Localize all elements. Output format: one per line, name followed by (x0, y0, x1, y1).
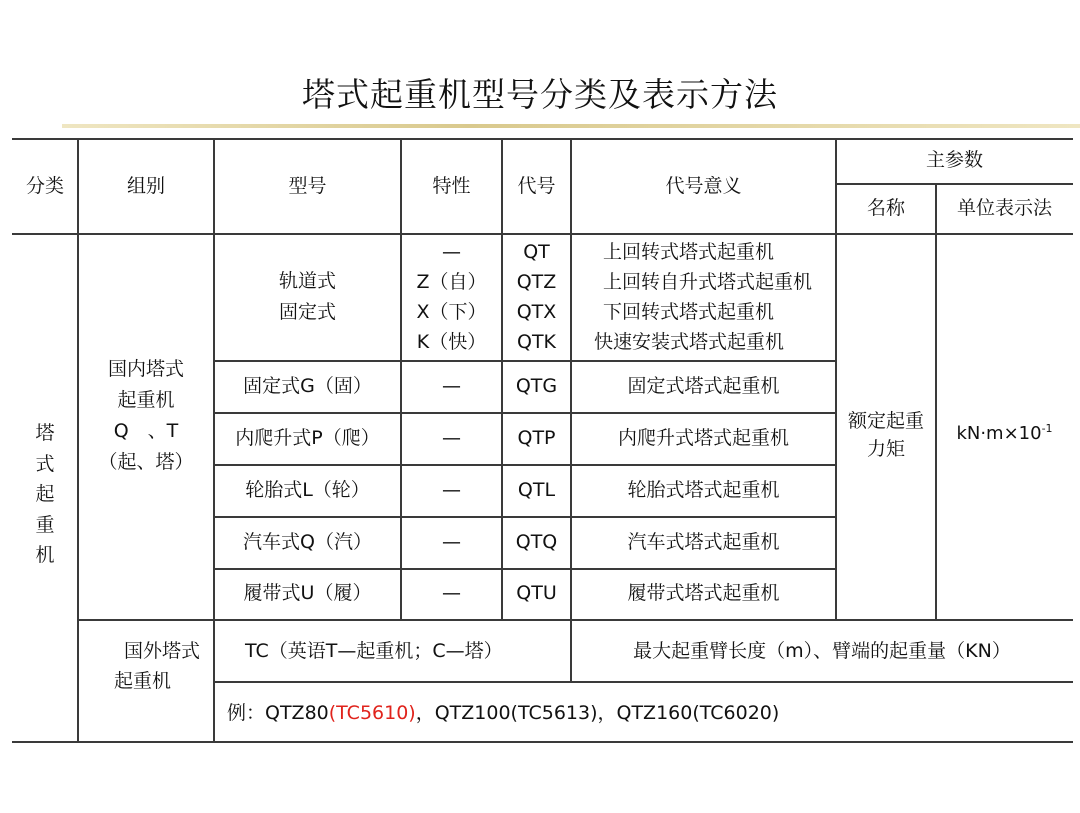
param-unit-exponent: -1 (1041, 422, 1053, 435)
row-trait: — (442, 582, 461, 604)
row-trait: — (442, 531, 461, 553)
param-name-line: 额定起重 (847, 410, 924, 432)
rail-trait: X（下） (416, 301, 487, 323)
row-line (213, 360, 835, 362)
page-title: 塔式起重机型号分类及表示方法 (302, 75, 778, 114)
table-top-border (12, 138, 1073, 140)
row-line (213, 516, 835, 518)
foreign-group-line: 起重机 (114, 670, 172, 692)
row-model: 履带式U（履） (243, 582, 372, 604)
row-meaning: 固定式塔式起重机 (627, 375, 780, 397)
rail-model-line: 轨道式 (278, 270, 336, 292)
param-unit (936, 419, 1073, 449)
foreign-group-label (114, 636, 200, 696)
foreign-group-line: 国外塔式 (124, 640, 201, 662)
rail-model-label (214, 266, 401, 328)
row-meaning: 履带式塔式起重机 (627, 582, 780, 604)
row-trait: — (442, 427, 461, 449)
header-trait: 特性 (432, 175, 471, 197)
header-group: 组别 (126, 175, 165, 197)
example-rest: ，QTZ100(TC5613)，QTZ160(TC6020) (415, 702, 780, 724)
rail-code: QTZ (516, 271, 557, 293)
row-code: QTP (517, 427, 556, 449)
row-trait: — (442, 375, 461, 397)
col-line (935, 183, 937, 620)
rail-meaning: 上回转自升式塔式起重机 (603, 271, 813, 293)
rail-meaning: 下回转式塔式起重机 (603, 301, 775, 323)
title-divider (62, 124, 1080, 128)
row-model: 汽车式Q（汽） (243, 531, 372, 553)
header-param-name: 名称 (866, 197, 905, 219)
domestic-group-line: 国内塔式 (107, 358, 184, 380)
header-category: 分类 (25, 175, 64, 197)
row-model: 内爬升式P（爬） (235, 427, 380, 449)
header-main-param: 主参数 (925, 149, 983, 171)
row-model: 固定式G（固） (243, 375, 372, 397)
foreign-meaning: 最大起重臂长度（m）、臂端的起重量（KN） (633, 640, 1011, 662)
param-unit-text: kN·m×10 (956, 423, 1042, 444)
example-line (227, 698, 779, 728)
rail-code: QTK (516, 331, 557, 353)
main-param-split-line (835, 183, 1073, 185)
category-char: 起 (35, 483, 55, 505)
example-highlight: (TC5610) (328, 702, 416, 724)
param-name-line: 力矩 (866, 438, 905, 460)
row-meaning: 汽车式塔式起重机 (627, 531, 780, 553)
row-code: QTQ (515, 531, 558, 553)
rail-meaning: 上回转式塔式起重机 (603, 241, 775, 263)
rail-trait: Z（自） (416, 271, 487, 293)
header-code-meaning: 代号意义 (665, 175, 742, 197)
rail-model-line: 固定式 (278, 301, 336, 323)
rail-code: QTX (516, 301, 557, 323)
rail-meaning: 快速安装式塔式起重机 (594, 331, 785, 353)
header-param-unit: 单位表示法 (956, 197, 1052, 219)
domestic-group-line: 起重机 (117, 389, 175, 411)
row-line (213, 464, 835, 466)
rail-code: QT (523, 241, 550, 263)
rail-trait: — (442, 241, 461, 263)
param-name (836, 407, 936, 463)
example-top-line (213, 681, 1073, 683)
foreign-code: TC（英语T—起重机；C—塔） (245, 640, 503, 662)
category-char: 塔 (35, 422, 55, 444)
rail-trait: K（快） (416, 331, 487, 353)
domestic-group-line: （起、塔） (98, 451, 194, 473)
domestic-group-label (78, 354, 214, 478)
row-model: 轮胎式L（轮） (245, 479, 370, 501)
row-trait: — (442, 479, 461, 501)
category-char: 重 (35, 513, 55, 536)
header-model: 型号 (288, 175, 327, 197)
foreign-top-line (78, 619, 1073, 621)
row-code: QTG (515, 375, 558, 397)
category-label (12, 418, 78, 571)
category-char: 式 (35, 452, 55, 475)
row-code: QTL (517, 479, 556, 501)
example-prefix: 例：QTZ80 (227, 702, 329, 724)
table-bottom-border (12, 741, 1073, 743)
row-line (213, 568, 835, 570)
row-code: QTU (516, 582, 557, 604)
category-char: 机 (35, 544, 55, 566)
row-line (213, 412, 835, 414)
row-meaning: 内爬升式塔式起重机 (617, 427, 789, 449)
domestic-group-line: Q 、T (113, 420, 179, 442)
header-code: 代号 (517, 175, 556, 197)
header-bottom-border (12, 233, 1073, 235)
row-meaning: 轮胎式塔式起重机 (627, 479, 780, 501)
